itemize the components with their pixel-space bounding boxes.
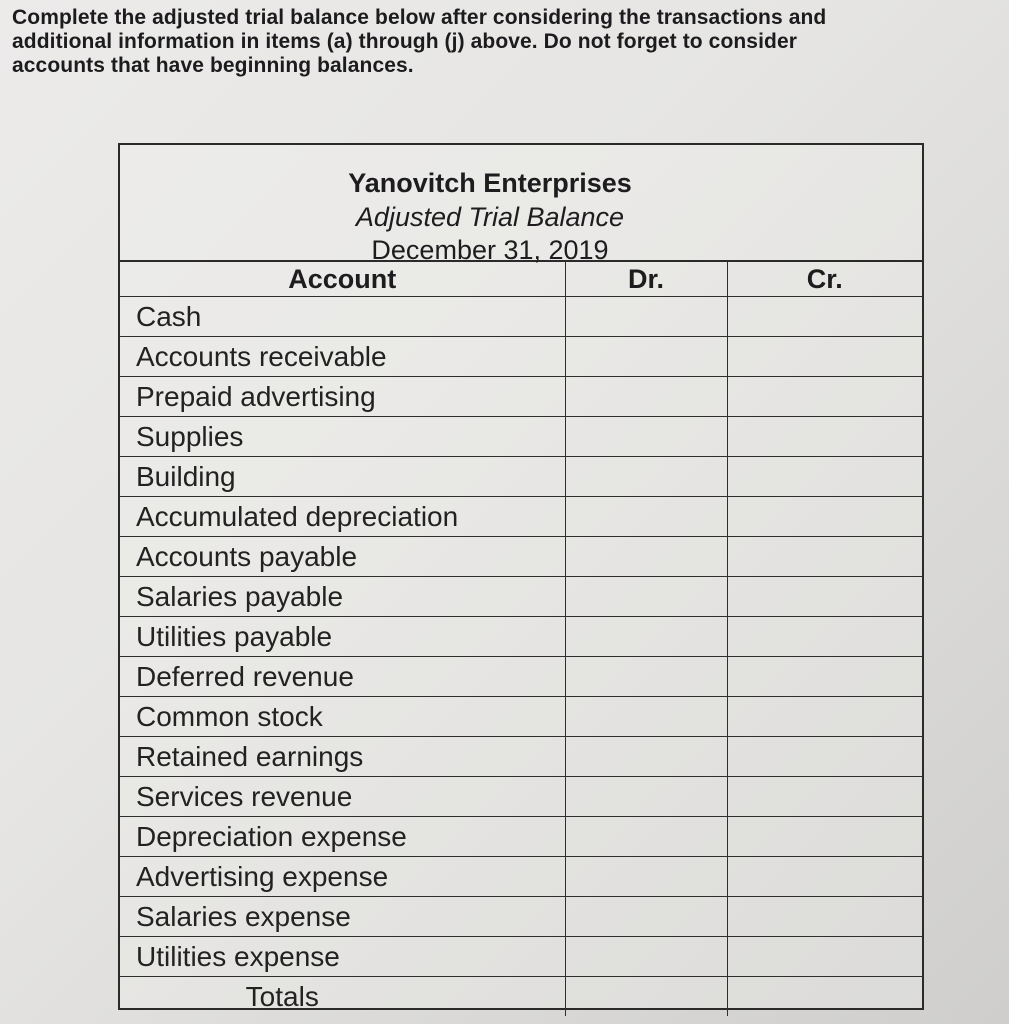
credit-cell[interactable] [727,417,922,457]
table-row [120,737,922,777]
table-row [120,657,922,697]
debit-cell[interactable] [565,337,727,377]
table-row [120,297,922,337]
debit-cell[interactable] [565,857,727,897]
instructions-line-3: accounts that have beginning balances. [12,54,414,77]
account-name: Utilities expense [120,937,565,977]
credit-cell[interactable] [727,697,922,737]
debit-cell[interactable] [565,377,727,417]
table-row [120,777,922,817]
debit-cell[interactable] [565,617,727,657]
table-row [120,857,922,897]
credit-cell[interactable] [727,537,922,577]
debit-cell[interactable] [565,817,727,857]
account-name: Cash [120,297,565,337]
debit-column-header: Dr. [565,262,727,297]
debit-cell[interactable] [565,777,727,817]
debit-cell[interactable] [565,537,727,577]
account-name: Building [120,457,565,497]
instructions-line-1: Complete the adjusted trial balance below after considering the transactions and [12,6,827,29]
instructions-text [12,6,997,78]
debit-cell[interactable] [565,657,727,697]
account-name: Salaries expense [120,897,565,937]
debit-cell[interactable] [565,737,727,777]
credit-cell[interactable] [727,897,922,937]
debit-cell[interactable] [565,417,727,457]
credit-cell[interactable] [727,777,922,817]
debit-cell[interactable] [565,697,727,737]
account-name: Deferred revenue [120,657,565,697]
credit-cell[interactable] [727,657,922,697]
statement-header [120,145,922,265]
table-row [120,617,922,657]
credit-cell[interactable] [727,817,922,857]
debit-total-cell[interactable] [565,977,727,1017]
account-name: Salaries payable [120,577,565,617]
debit-cell[interactable] [565,297,727,337]
debit-cell[interactable] [565,497,727,537]
table-row [120,937,922,977]
credit-cell[interactable] [727,377,922,417]
credit-cell[interactable] [727,737,922,777]
credit-cell[interactable] [727,337,922,377]
credit-column-header: Cr. [727,262,922,297]
credit-cell[interactable] [727,937,922,977]
table-row [120,417,922,457]
credit-cell[interactable] [727,297,922,337]
table-row [120,497,922,537]
credit-cell[interactable] [727,577,922,617]
account-column-header: Account [120,262,565,297]
table-row [120,457,922,497]
account-name: Retained earnings [120,737,565,777]
statement-title: Adjusted Trial Balance [355,202,625,232]
table-row [120,897,922,937]
credit-cell[interactable] [727,617,922,657]
account-name: Depreciation expense [120,817,565,857]
table-row [120,697,922,737]
table-header-row [120,262,922,297]
trial-balance-table [120,262,922,1016]
table-row [120,817,922,857]
debit-cell[interactable] [565,937,727,977]
account-name: Supplies [120,417,565,457]
credit-cell[interactable] [727,497,922,537]
account-name: Accounts payable [120,537,565,577]
table-row [120,377,922,417]
credit-cell[interactable] [727,457,922,497]
account-name: Advertising expense [120,857,565,897]
account-name: Utilities payable [120,617,565,657]
table-row [120,537,922,577]
table-row [120,337,922,377]
debit-cell[interactable] [565,457,727,497]
credit-total-cell[interactable] [727,977,922,1017]
statement-date: December 31, 2019 [371,235,609,265]
totals-label: Totals [120,977,565,1017]
table-row [120,577,922,617]
account-name: Prepaid advertising [120,377,565,417]
account-name: Common stock [120,697,565,737]
debit-cell[interactable] [565,577,727,617]
account-name: Accumulated depreciation [120,497,565,537]
credit-cell[interactable] [727,857,922,897]
account-name: Accounts receivable [120,337,565,377]
trial-balance-form [118,143,924,1010]
debit-cell[interactable] [565,897,727,937]
instructions-line-2: additional information in items (a) through (j) above. Do not forget to consider [12,30,797,53]
totals-row [120,977,922,1017]
account-name: Services revenue [120,777,565,817]
company-name: Yanovitch Enterprises [348,168,632,198]
